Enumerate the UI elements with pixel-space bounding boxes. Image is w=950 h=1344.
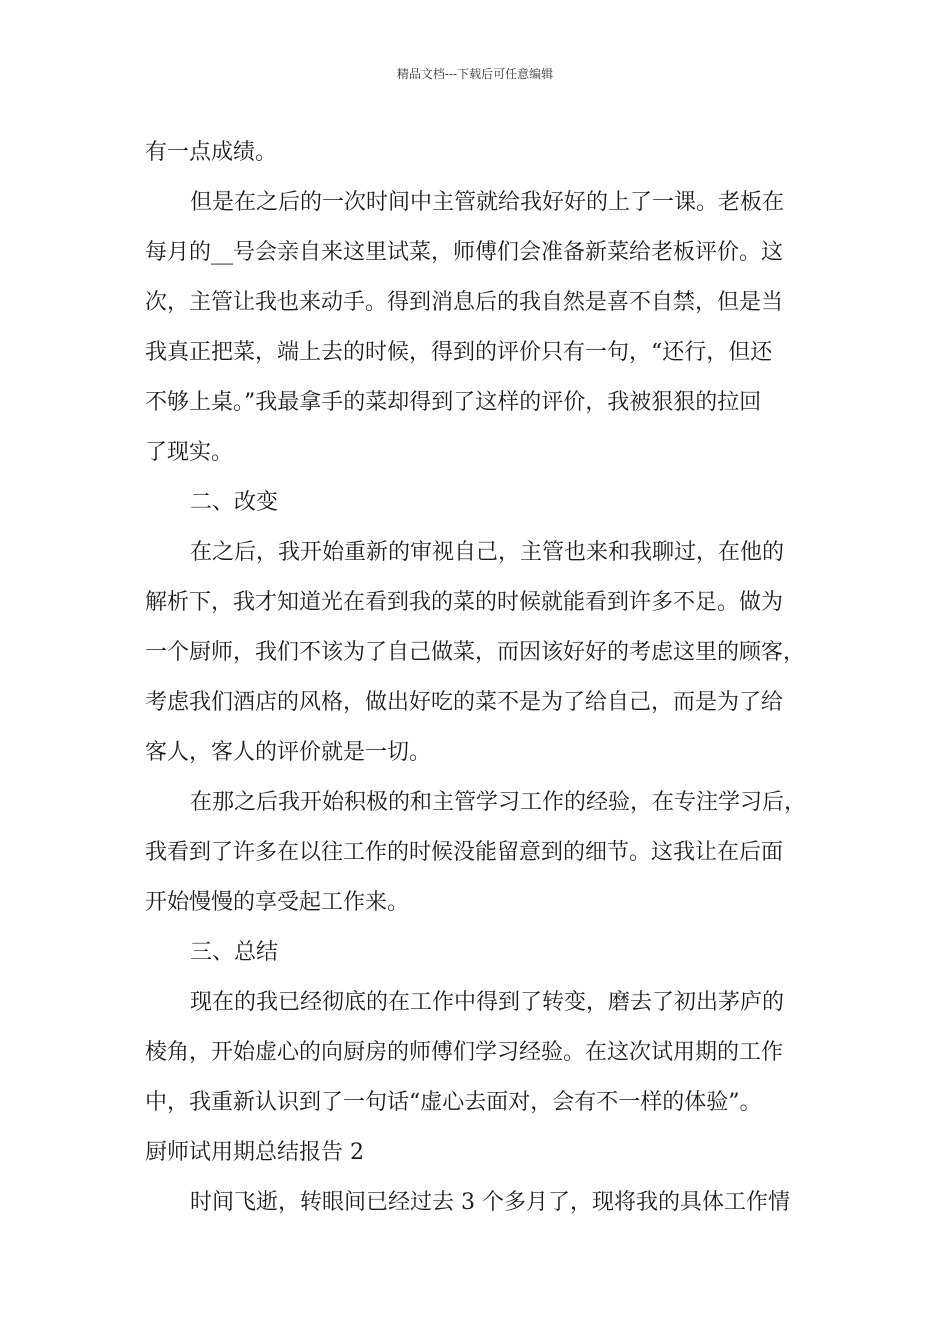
text-line: 考虑我们酒店的风格，做出好吃的菜不是为了给自己，而是为了给 xyxy=(145,690,784,715)
paragraph-first-line: 在之后，我开始重新的审视自己，主管也来和我聊过，在他的 xyxy=(190,540,785,565)
text-line: 我真正把菜，端上去的时候，得到的评价只有一句，“还行，但还 xyxy=(145,340,773,365)
text-line: 有一点成绩。 xyxy=(145,140,278,165)
text-line: 了现实。 xyxy=(145,440,234,465)
paragraph-first-line: 在那之后我开始积极的和主管学习工作的经验，在专注学习后， xyxy=(190,790,807,815)
report-title: 厨师试用期总结报告 2 xyxy=(145,1140,364,1165)
text-line: 一个厨师，我们不该为了自己做菜，而因该好好的考虑这里的顾客， xyxy=(145,640,806,665)
document-body xyxy=(145,128,809,1228)
text-line: 中，我重新认识到了一句话“虚心去面对，会有不一样的体验”。 xyxy=(145,1090,762,1115)
paragraph-first-line: 但是在之后的一次时间中主管就给我好好的上了一课。老板在 xyxy=(190,190,785,215)
text-line: 每月的__号会亲自来这里试菜，师傅们会准备新菜给老板评价。这 xyxy=(145,240,784,265)
section-heading-summary: 三、总结 xyxy=(190,940,279,965)
section-heading-change: 二、改变 xyxy=(190,490,279,515)
paragraph-first-line: 现在的我已经彻底的在工作中得到了转变，磨去了初出茅庐的 xyxy=(190,990,785,1015)
text-line: 次，主管让我也来动手。得到消息后的我自然是喜不自禁，但是当 xyxy=(145,290,784,315)
text-line: 解析下，我才知道光在看到我的菜的时候就能看到许多不足。做为 xyxy=(145,590,784,615)
text-line: 棱角，开始虚心的向厨房的师傅们学习经验。在这次试用期的工作 xyxy=(145,1040,784,1065)
paragraph-first-line: 时间飞逝，转眼间已经过去 3 个多月了，现将我的具体工作情 xyxy=(190,1190,790,1215)
text-line: 不够上桌。”我最拿手的菜却得到了这样的评价，我被狠狠的拉回 xyxy=(145,390,762,415)
text-line: 客人，客人的评价就是一切。 xyxy=(145,740,432,765)
text-line: 我看到了许多在以往工作的时候没能留意到的细节。这我让在后面 xyxy=(145,840,784,865)
page-header: 精品文档---下载后可任意编辑 xyxy=(396,67,554,81)
text-line: 开始慢慢的享受起工作来。 xyxy=(145,890,410,915)
